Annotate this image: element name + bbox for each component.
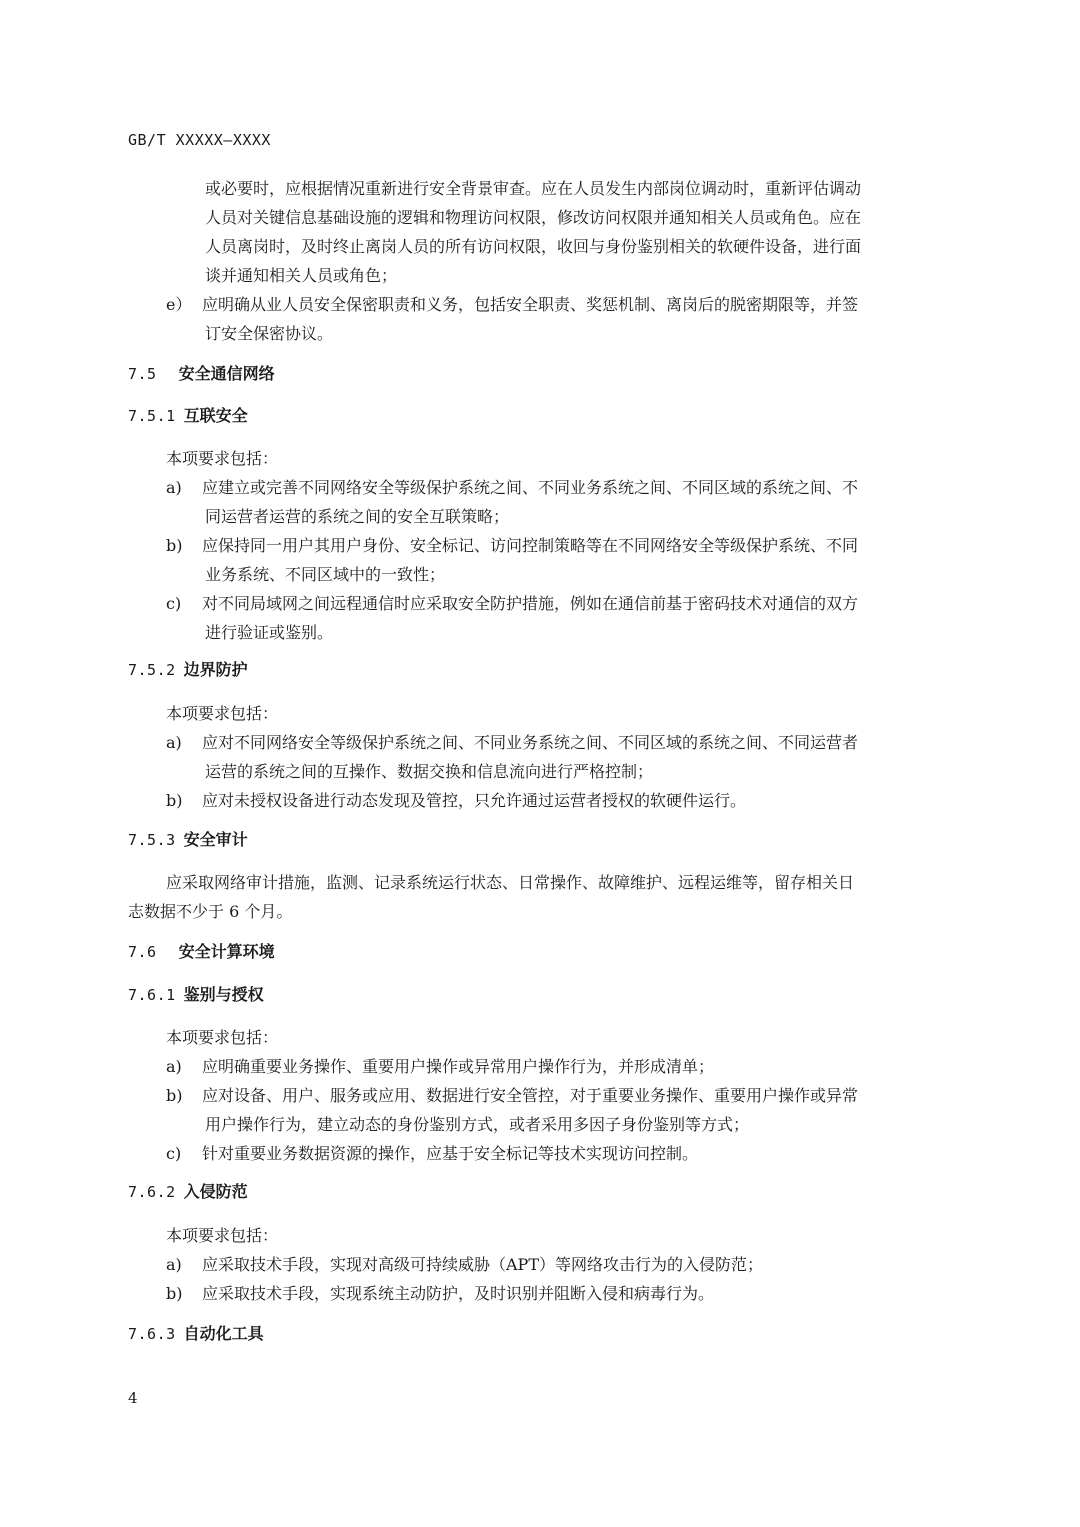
list-marker: c): [166, 1144, 182, 1163]
section-heading-7-6-2: [128, 1180, 248, 1204]
text-line: 应明确从业人员安全保密职责和义务，包括安全职责、奖惩机制、离岗后的脱密期限等，并签: [202, 295, 859, 314]
section-title: 边界防护: [183, 660, 248, 679]
list-item-e: [0, 290, 1080, 348]
list-marker: a): [166, 1255, 182, 1274]
section-number: 7.5.2: [128, 661, 176, 679]
text-line: 应对未授权设备进行动态发现及管控，只允许通过运营者授权的软硬件运行。: [202, 791, 747, 810]
list-item-a: [0, 728, 1080, 786]
text-line: 应采取网络审计措施，监测、记录系统运行状态、日常操作、故障维护、远程运维等，留存相关日: [166, 873, 855, 892]
section-heading-7-5: [128, 362, 275, 386]
text-line: 应对不同网络安全等级保护系统之间、不同业务系统之间、不同区域的系统之间、不同运营者: [202, 733, 859, 752]
list-item-b: [0, 531, 1080, 589]
text-line: 应明确重要业务操作、重要用户操作或异常用户操作行为，并形成清单；: [202, 1057, 715, 1076]
text-line: 应采取技术手段，实现对高级可持续威胁（APT）等网络攻击行为的入侵防范；: [202, 1255, 763, 1274]
page-number: 4: [128, 1389, 138, 1407]
section-title: 入侵防范: [183, 1182, 248, 1201]
section-heading-7-5-1: [128, 404, 248, 428]
list-item-c: [0, 589, 1080, 647]
list-marker: e）: [166, 295, 192, 314]
text-line: 应采取技术手段，实现系统主动防护，及时识别并阻断入侵和病毒行为。: [202, 1284, 715, 1303]
section-title: 安全通信网络: [178, 364, 275, 383]
text-line: 人员对关键信息基础设施的逻辑和物理访问权限，修改访问权限并通知相关人员或角色。应在: [205, 208, 862, 227]
section-number: 7.6.1: [128, 986, 176, 1004]
text-line: 谈并通知相关人员或角色；: [205, 266, 398, 285]
section-number: 7.5.3: [128, 831, 176, 849]
section-heading-7-6-3: [128, 1322, 264, 1346]
text-line: 业务系统、不同区域中的一致性；: [205, 565, 446, 584]
section-number: 7.5.1: [128, 407, 176, 425]
text-line: 人员离岗时，及时终止离岗人员的所有访问权限，收回与身份鉴别相关的软硬件设备，进行面: [205, 237, 862, 256]
section-title: 安全计算环境: [178, 942, 275, 961]
section-title: 互联安全: [183, 406, 248, 425]
text-line: 应对设备、用户、服务或应用、数据进行安全管控，对于重要业务操作、重要用户操作或异常: [202, 1086, 859, 1105]
list-marker: b): [166, 791, 183, 810]
requirements-lead: 本项要求包括：: [166, 704, 279, 723]
list-item-a: [0, 1052, 1080, 1081]
section-title: 自动化工具: [183, 1324, 264, 1343]
section-title: 安全审计: [183, 830, 248, 849]
text-line: 用户操作行为，建立动态的身份鉴别方式，或者采用多因子身份鉴别等方式；: [205, 1115, 750, 1134]
section-heading-7-5-3: [128, 828, 248, 852]
text-line: 应保持同一用户其用户身份、安全标记、访问控制策略等在不同网络安全等级保护系统、不同: [202, 536, 859, 555]
list-marker: b): [166, 1086, 183, 1105]
list-marker: b): [166, 1284, 183, 1303]
list-item-b: [0, 786, 1080, 815]
text-line: 同运营者运营的系统之间的安全互联策略；: [205, 507, 510, 526]
text-line: 对不同局域网之间远程通信时应采取安全防护措施，例如在通信前基于密码技术对通信的双方: [202, 594, 859, 613]
text-line: 运营的系统之间的互操作、数据交换和信息流向进行严格控制；: [205, 762, 654, 781]
section-7-6-1-body: [0, 1023, 1080, 1168]
section-number: 7.6.2: [128, 1183, 176, 1201]
text-line: 进行验证或鉴别。: [205, 623, 334, 642]
section-number: 7.6: [128, 943, 157, 961]
list-item-b: [0, 1279, 1080, 1308]
document-id-header: GB/T XXXXX—XXXX: [128, 131, 271, 149]
list-marker: c): [166, 594, 182, 613]
section-7-6-2-body: [0, 1221, 1080, 1308]
requirements-lead: 本项要求包括：: [166, 1028, 279, 1047]
list-item-a: [0, 1250, 1080, 1279]
text-line: 志数据不少于 6 个月。: [128, 902, 293, 921]
list-marker: a): [166, 733, 182, 752]
requirements-lead: 本项要求包括：: [166, 449, 279, 468]
list-item-c: [0, 1139, 1080, 1168]
list-item-b: [0, 1081, 1080, 1139]
section-title: 鉴别与授权: [183, 985, 264, 1004]
section-heading-7-6: [128, 940, 275, 964]
text-line: 针对重要业务数据资源的操作，应基于安全标记等技术实现访问控制。: [202, 1144, 699, 1163]
section-heading-7-6-1: [128, 983, 264, 1007]
section-heading-7-5-2: [128, 658, 248, 682]
section-7-5-1-body: [0, 444, 1080, 647]
requirements-lead: 本项要求包括：: [166, 1226, 279, 1245]
section-7-5-3-body: [0, 868, 1080, 926]
list-marker: a): [166, 1057, 182, 1076]
list-marker: b): [166, 536, 183, 555]
section-7-5-2-body: [0, 699, 1080, 815]
section-number: 7.5: [128, 365, 157, 383]
list-item-a: [0, 473, 1080, 531]
continuation-paragraph: [0, 174, 1080, 290]
text-line: 或必要时，应根据情况重新进行安全背景审查。应在人员发生内部岗位调动时，重新评估调动: [205, 179, 862, 198]
list-marker: a): [166, 478, 182, 497]
text-line: 应建立或完善不同网络安全等级保护系统之间、不同业务系统之间、不同区域的系统之间、不: [202, 478, 859, 497]
section-number: 7.6.3: [128, 1325, 176, 1343]
text-line: 订安全保密协议。: [205, 324, 334, 343]
